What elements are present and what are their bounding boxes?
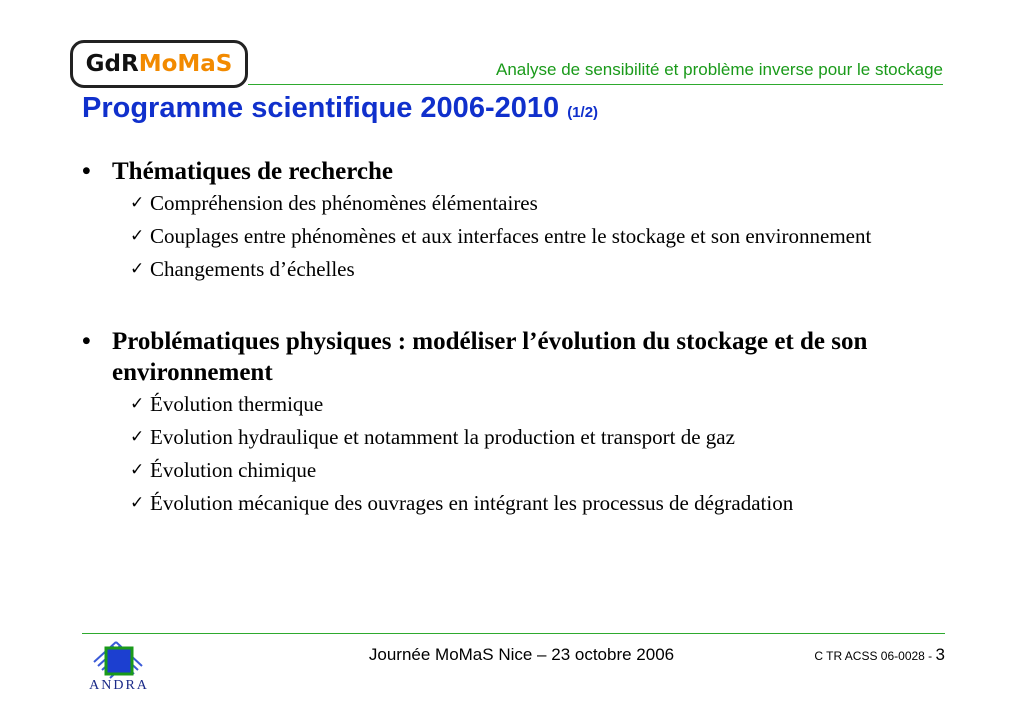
footer-divider <box>82 633 945 634</box>
bullet-dot-icon: • <box>82 328 91 355</box>
checkmark-icon: ✓ <box>130 226 145 246</box>
slide-title-text: Programme scientifique 2006-2010 <box>82 92 560 124</box>
checkmark-icon: ✓ <box>130 427 145 447</box>
gdr-momas-logo <box>70 40 248 88</box>
header-divider <box>248 84 943 85</box>
slide-title <box>82 92 598 125</box>
checkmark-icon: ✓ <box>130 493 145 513</box>
spacer <box>82 286 952 326</box>
list-item-text: Evolution hydraulique et notamment la production et transport de gaz <box>150 425 735 449</box>
list-item-text: Couplages entre phénomènes et aux interfaces entre le stockage et son environnement <box>150 224 872 248</box>
footer-ref-text: C TR ACSS 06-0028 - <box>814 649 933 663</box>
list-item-text: Évolution chimique <box>150 458 317 482</box>
footer-reference <box>814 645 945 665</box>
checkmark-icon: ✓ <box>130 460 145 480</box>
list-item <box>82 421 952 454</box>
andra-logo-text: ANDRA <box>89 678 149 693</box>
list-item <box>82 487 952 520</box>
checkmark-icon: ✓ <box>130 259 145 279</box>
list-item-text: Évolution mécanique des ouvrages en intégrant les processus de dégradation <box>150 491 794 515</box>
list-item <box>82 253 952 286</box>
list-item <box>82 220 952 253</box>
footer-event: Journée MoMaS Nice – 23 octobre 2006 <box>368 645 675 664</box>
bullet-problematiques <box>82 326 952 388</box>
checkmark-icon: ✓ <box>130 394 145 414</box>
bullet-thematiques <box>82 156 952 187</box>
list-item <box>82 388 952 421</box>
checkmark-icon: ✓ <box>130 193 145 213</box>
header-subtitle: Analyse de sensibilité et problème inverse pour le stockage <box>496 60 943 79</box>
list-item-text: Changements d’échelles <box>150 257 355 281</box>
list-item <box>82 187 952 220</box>
list-item <box>82 454 952 487</box>
bullet-label: Thématiques de recherche <box>112 158 393 185</box>
bullet-dot-icon: • <box>82 158 91 185</box>
bullet-label: Problématiques physiques : modéliser l’évolution du stockage et de son environnement <box>112 328 868 386</box>
list-item-text: Compréhension des phénomènes élémentaires <box>150 191 538 215</box>
page-number: 3 <box>935 645 945 664</box>
logo-text-momas: MoMaS <box>138 51 233 77</box>
slide-content <box>82 156 952 520</box>
logo-text-gdr: GdR <box>85 51 139 77</box>
list-item-text: Évolution thermique <box>150 392 324 416</box>
slide-title-suffix: (1/2) <box>567 104 599 121</box>
